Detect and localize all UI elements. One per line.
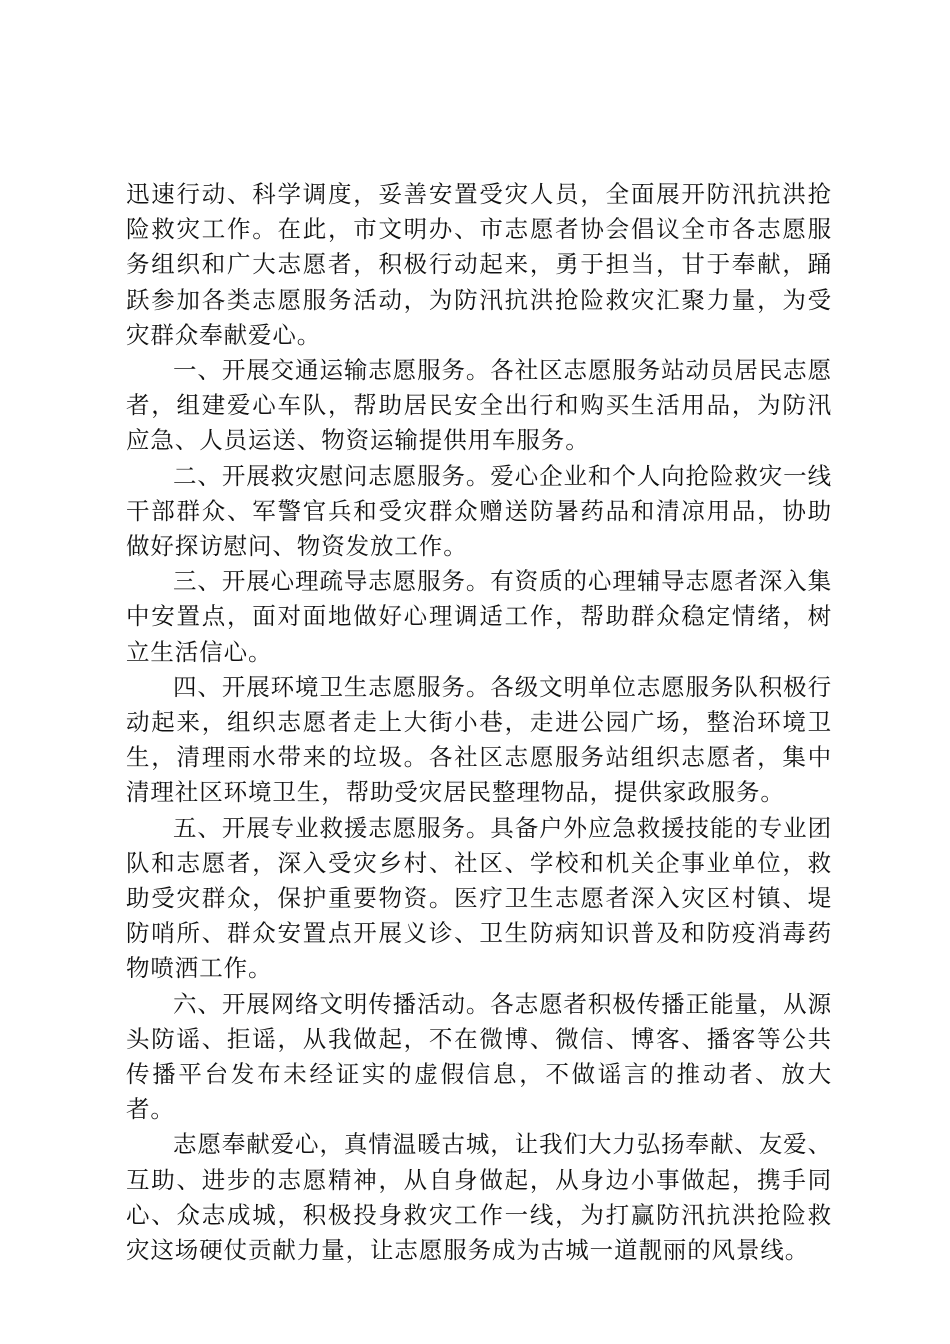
paragraph-psychological-service: 三、开展心理疏导志愿服务。有资质的心理辅导志愿者深入集中安置点，面对面地做好心理调适工作，帮助群众稳定情绪，树立生活信心。 (126, 567, 832, 666)
document-body (126, 177, 832, 1268)
paragraph-rescue-service: 五、开展专业救援志愿服务。具备户外应急救援技能的专业团队和志愿者，深入受灾乡村、社区、学校和机关企事业单位，救助受灾群众，保护重要物资。医疗卫生志愿者深入灾区村镇、堤防哨所、群众安置点开展义诊、卫生防病知识普及和防疫消毒药物喷洒工作。 (126, 813, 832, 983)
paragraph-closing-appeal: 志愿奉献爱心，真情温暖古城，让我们大力弘扬奉献、友爱、互助、进步的志愿精神，从自身做起，从身边小事做起，携手同心、众志成城，积极投身救灾工作一线，为打赢防汛抗洪抢险救灾这场硬仗贡献力量，让志愿服务成为古城一道靓丽的风景线。 (126, 1130, 832, 1265)
paragraph-continued: 迅速行动、科学调度，妥善安置受灾人员，全面展开防汛抗洪抢险救灾工作。在此，市文明办、市志愿者协会倡议全市各志愿服务组织和广大志愿者，积极行动起来，勇于担当，甘于奉献，踊跃参加各类志愿服务活动，为防汛抗洪抢险救灾汇聚力量，为受灾群众奉献爱心。 (126, 180, 832, 349)
paragraph-transport-service: 一、开展交通运输志愿服务。各社区志愿服务站动员居民志愿者，组建爱心车队，帮助居民安全出行和购买生活用品，为防汛应急、人员运送、物资运输提供用车服务。 (126, 356, 832, 455)
paragraph-sanitation-service: 四、开展环境卫生志愿服务。各级文明单位志愿服务队积极行动起来，组织志愿者走上大街小巷，走进公园广场，整治环境卫生，清理雨水带来的垃圾。各社区志愿服务站组织志愿者，集中清理社区环境卫生，帮助受灾居民整理物品，提供家政服务。 (126, 672, 832, 807)
paragraph-relief-visit-service: 二、开展救灾慰问志愿服务。爱心企业和个人向抢险救灾一线干部群众、军警官兵和受灾群众赠送防暑药品和清凉用品，协助做好探访慰问、物资发放工作。 (126, 461, 832, 561)
paragraph-online-civility: 六、开展网络文明传播活动。各志愿者积极传播正能量，从源头防谣、拒谣，从我做起，不在微博、微信、博客、播客等公共传播平台发布未经证实的虚假信息，不做谣言的推动者、放大者。 (126, 989, 832, 1124)
